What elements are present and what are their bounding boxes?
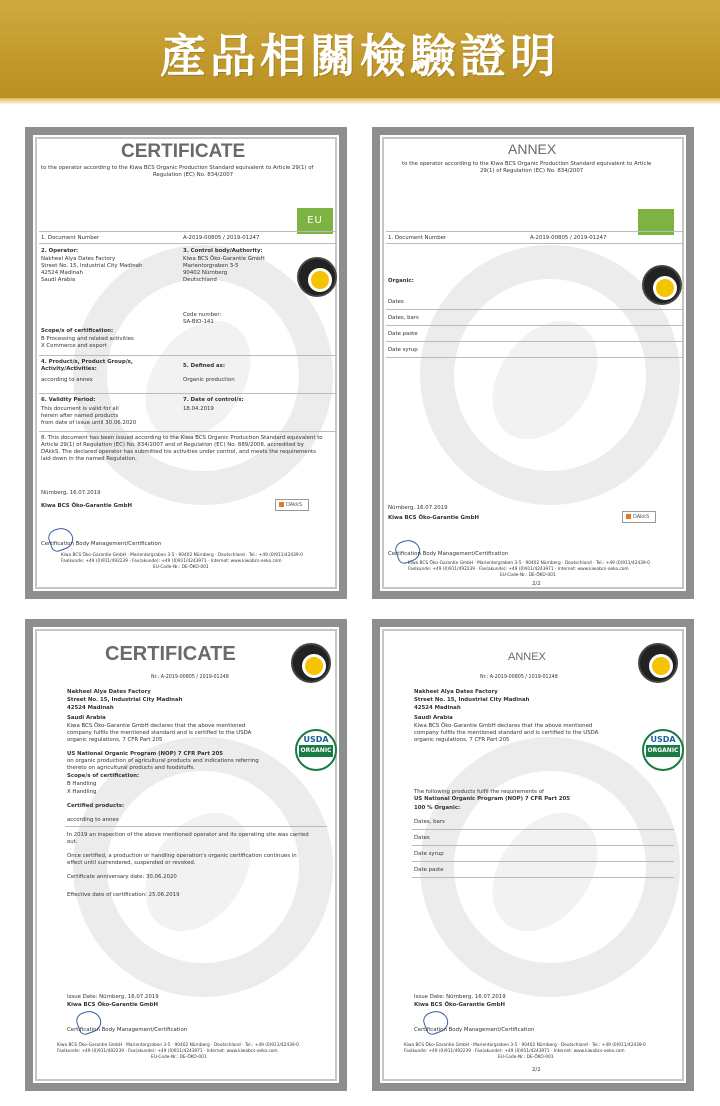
defined-value: Organic production: [183, 377, 235, 383]
product-label: 4. Product/s, Product Group/s, Activity/Activities:: [41, 359, 133, 373]
signature: [46, 525, 76, 554]
scope-label: Scope/s of certification:: [41, 328, 114, 334]
scope-item: B Handling: [67, 781, 97, 787]
operator-line: Street No. 15, Industrial City Madinah: [414, 697, 530, 703]
statement-line: laid down in the named Regulation.: [41, 456, 137, 462]
footer-line: Kiwa BCS Öko-Garantie GmbH · Marientorgraben 3-5 · 90402 Nürnberg · Deutschland · Tel.: +49 (0)911/42439-0: [408, 561, 650, 566]
dakks-logo: [275, 499, 309, 511]
control-line: Deutschland: [183, 277, 217, 283]
operator-line: Nakheel Alya Dates Factory: [414, 689, 498, 695]
footer-line: EU-Code-Nr.: DE-ÖKO-001: [151, 1055, 207, 1060]
operator-line: Nakheel Alya Dates Factory: [41, 256, 116, 262]
operator-line: Saudi Arabia: [414, 715, 453, 721]
page-number: 2/2: [532, 1067, 541, 1073]
operator-line: Nakheel Alya Dates Factory: [67, 689, 151, 695]
annex-item: Date syrup: [414, 851, 444, 857]
validity-line: herein after named products: [41, 413, 119, 419]
statement-line: 8. This document has been issued according to the Kiwa BCS Organic Production Standard equivalent to: [41, 435, 323, 441]
intro-line: to the operator according to the Kiwa BCS Organic Production Standard equivalent to Article: [402, 161, 652, 167]
footer-line: Faxlkunde: +49 (0)911/492239 · Fax(akunde): +49 (0)911/4243971 · Internet: www.kiwabcs-oeko.com: [57, 1049, 278, 1054]
certificate-usda: [25, 619, 347, 1091]
signature-label: Certification Body Management/Certification: [414, 1027, 535, 1033]
usda-label: USDA: [650, 735, 676, 744]
operator-line: Street No. 15, Industrial City Madinah: [41, 263, 143, 269]
products-label: Certified products:: [67, 803, 125, 809]
declare-line: company fulfils the mentioned standard and is certified to the USDA: [67, 730, 252, 736]
scope-item: B Processing and related activities: [41, 336, 134, 342]
annex-heading: ANNEX: [508, 141, 557, 157]
divider: [386, 325, 684, 326]
oko-garantie-seal-icon: [638, 643, 678, 683]
once-line: effect until surrendered, suspended or revoked.: [67, 860, 196, 866]
program-desc: on organic production of agricultural products and indications referring: [67, 758, 259, 764]
issuer: Kiwa BCS Öko-Garantie GmbH: [388, 515, 479, 521]
usda-label: USDA: [303, 735, 329, 744]
certificate-eu: [25, 127, 347, 599]
divider: [65, 826, 327, 827]
scope-item: X Handling: [67, 789, 97, 795]
annex-item: Dates, bars: [414, 819, 445, 825]
certificate-heading: CERTIFICATE: [121, 141, 246, 162]
organic-label: Organic:: [388, 278, 414, 284]
footer-line: Faxlkunde: +49 (0)911/492239 · Fax(akunde): +49 (0)911/4243971 · Internet: www.kiwabcs-oeko.com: [408, 567, 629, 572]
footer-line: EU-Code-Nr.: DE-ÖKO-001: [498, 1055, 554, 1060]
cert-number: Nr.: A-2019-00805 / 2019-01248: [151, 675, 229, 680]
page-number: 2/2: [532, 581, 541, 587]
annex-eu: [372, 127, 694, 599]
divider: [386, 357, 684, 358]
organic-label: ORGANIC: [299, 745, 333, 757]
place-date: Nürnberg, 16.07.2019: [388, 505, 448, 511]
divider: [39, 393, 337, 394]
annex-heading: ANNEX: [508, 651, 546, 663]
divider: [39, 231, 337, 232]
defined-label: 5. Defined as:: [183, 363, 226, 369]
doc-number: A-2019-00805 / 2019-01247: [530, 235, 607, 241]
declare-line: Kiwa BCS Öko-Garantie GmbH declares that the above mentioned: [414, 723, 593, 729]
code-number-label: Code number:: [183, 312, 222, 318]
intro-line: to the operator according to the Kiwa BCS Organic Production Standard equivalent to Article 29(1) of: [41, 165, 314, 171]
doc-number: A-2019-00805 / 2019-01247: [183, 235, 260, 241]
usda-organic-seal: [295, 729, 337, 771]
effective-date: Effective date of certification: 25.06.2019: [67, 892, 180, 898]
statement-line: DAkkS. The declared operator has submitted his activities under control, and meets the requirements: [41, 449, 316, 455]
title-banner: [0, 0, 720, 104]
operator-line: Saudi Arabia: [67, 715, 106, 721]
intro-line-2: Regulation (EC) No. 834/2007: [153, 172, 234, 178]
control-line: Marientorgraben 3-5: [183, 263, 239, 269]
annex-item: Date paste: [414, 867, 444, 873]
divider: [386, 231, 684, 232]
scope-item: X Commerce and export: [41, 343, 107, 349]
products-value: according to annex: [67, 817, 119, 823]
dakks-label: DAkkS: [633, 514, 650, 520]
declare-line: Kiwa BCS Öko-Garantie GmbH declares that the above mentioned: [67, 723, 246, 729]
signature-label: Certification Body Management/Certification: [67, 1027, 188, 1033]
validity-line: This document is valid for all: [41, 406, 119, 412]
declare-line: organic regulations, 7 CFR Part 205: [67, 737, 163, 743]
control-date-label: 7. Date of control/s:: [183, 397, 244, 403]
operator-line: 42524 Madinah: [67, 705, 114, 711]
declare-line: organic regulations, 7 CFR Part 205: [414, 737, 510, 743]
fulfil-line: US National Organic Program (NOP) 7 CFR Part 205: [414, 796, 571, 802]
control-date: 18.04.2019: [183, 406, 214, 412]
certificate-heading: CERTIFICATE: [105, 643, 236, 665]
program-title: US National Organic Program (NOP) 7 CFR Part 205: [67, 751, 224, 757]
control-line: 90402 Nürnberg: [183, 270, 228, 276]
signature-label: Certification Body Management/Certification: [41, 541, 162, 547]
organic-label: ORGANIC: [646, 745, 680, 757]
operator-line: Street No. 15, Industrial City Madinah: [67, 697, 183, 703]
divider: [386, 243, 684, 244]
divider: [412, 877, 674, 878]
banner-title: 產品相關檢驗證明: [160, 29, 560, 83]
signature-label: Certification Body Management/Certification: [388, 551, 509, 557]
operator-label: 2. Operator:: [41, 248, 79, 254]
code-number: SA-BIO-141: [183, 319, 214, 325]
operator-line: 42524 Madinah: [414, 705, 461, 711]
validity-line: from date of issue until 30.06.2020: [41, 420, 137, 426]
scope-label: Scope/s of certification:: [67, 773, 140, 779]
annex-item: Dates: [414, 835, 430, 841]
statement-line: Article 29(1) of Regulation (EC) No. 834/2007 and of Regulation (EC) No. 889/2008, accredited by: [41, 442, 304, 448]
footer-line: Kiwa BCS Öko-Garantie GmbH · Marientorgraben 3-5 · 90402 Nürnberg · Deutschland · Tel.: +49 (0)911/42439-0: [61, 553, 303, 558]
divider: [412, 829, 674, 830]
operator-line: 42524 Madinah: [41, 270, 83, 276]
issuer: Kiwa BCS Öko-Garantie GmbH: [414, 1002, 505, 1008]
fulfil-line: The following products fulfil the requirements of: [414, 789, 544, 795]
oko-garantie-seal-icon: [297, 257, 337, 297]
issue-date: Issue Date: Nürnberg, 16.07.2019: [414, 994, 506, 1000]
once-line: Once certified, a production or handling operation's organic certification continues in: [67, 853, 297, 859]
footer-line: Kiwa BCS Öko-Garantie GmbH · Marientorgraben 3-5 · 90402 Nürnberg · Deutschland · Tel.: +49 (0)911/42439-0: [404, 1043, 646, 1048]
operator-line: Saudi Arabia: [41, 277, 76, 283]
issue-date: Issue Date: Nürnberg, 16.07.2019: [67, 994, 159, 1000]
annex-number: Nr.: A-2019-00805 / 2019-01248: [480, 675, 558, 680]
annex-item: Date paste: [388, 331, 418, 337]
place-date: Nürnberg, 16.07.2019: [41, 490, 101, 496]
issuer: Kiwa BCS Öko-Garantie GmbH: [41, 503, 132, 509]
program-desc: thereto on agricultural products and foodstuffs.: [67, 765, 195, 771]
intro-line-2: 29(1) of Regulation (EC) No. 834/2007: [480, 168, 584, 174]
doc-number-label: 1. Document Number: [388, 235, 447, 241]
usda-organic-seal: [642, 729, 684, 771]
inspection-line: In 2019 an inspection of the above mentioned operator and its operating site was carried: [67, 832, 309, 838]
dakks-logo: [622, 511, 656, 523]
oko-garantie-seal-icon: [642, 265, 682, 305]
organic-label: 100 % Organic:: [414, 805, 461, 811]
footer-line: Faxlkunde: +49 (0)911/492239 · Fax(akunde): +49 (0)911/4243971 · Internet: www.kiwabcs-oeko.com: [61, 559, 282, 564]
annex-item: Dates: [388, 299, 404, 305]
dakks-label: DAkkS: [286, 502, 303, 508]
annex-usda: [372, 619, 694, 1091]
annex-item: Dates, bars: [388, 315, 419, 321]
divider: [39, 355, 337, 356]
doc-number-label: 1. Document Number: [41, 235, 100, 241]
annex-item: Date syrup: [388, 347, 418, 353]
divider: [386, 341, 684, 342]
divider: [412, 845, 674, 846]
oko-garantie-seal-icon: [291, 643, 331, 683]
footer-line: Kiwa BCS Öko-Garantie GmbH · Marientorgraben 3-5 · 90402 Nürnberg · Deutschland · Tel.: +49 (0)911/42439-0: [57, 1043, 299, 1048]
control-body-label: 3. Control body/Authority:: [183, 248, 263, 254]
product-value: according to annex: [41, 377, 93, 383]
issuer: Kiwa BCS Öko-Garantie GmbH: [67, 1002, 158, 1008]
anniversary-date: Certificate anniversary date: 30.06.2020: [67, 874, 177, 880]
footer-line: Faxlkunde: +49 (0)911/492239 · Fax(akunde): +49 (0)911/4243971 · Internet: www.kiwabcs-oeko.com: [404, 1049, 625, 1054]
footer-line: EU-Code-Nr.: DE-ÖKO-001: [153, 565, 209, 570]
declare-line: company fulfils the mentioned standard and is certified to the USDA: [414, 730, 599, 736]
divider: [39, 243, 337, 244]
validity-label: 6. Validity Period:: [41, 397, 96, 403]
control-line: Kiwa BCS Öko-Garantie GmbH: [183, 256, 265, 262]
divider: [386, 309, 684, 310]
footer-line: EU-Code-Nr.: DE-ÖKO-001: [500, 573, 556, 578]
divider: [412, 861, 674, 862]
divider: [39, 431, 337, 432]
eu-label: EU: [307, 215, 323, 226]
inspection-line: out.: [67, 839, 78, 845]
